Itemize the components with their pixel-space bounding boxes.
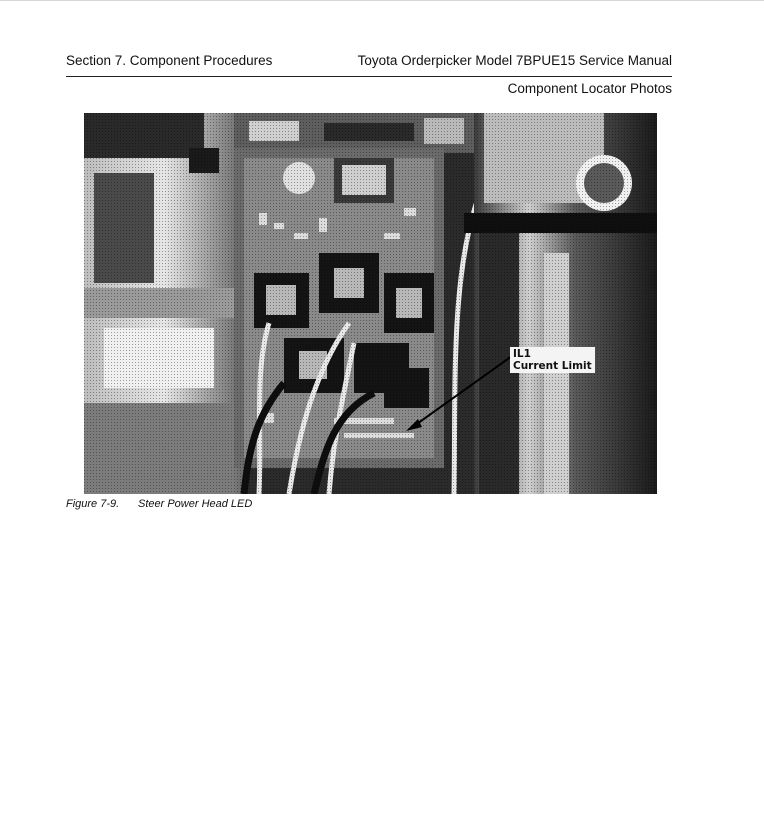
section-title: Section 7. Component Procedures bbox=[66, 53, 273, 68]
callout-code: IL1 bbox=[513, 348, 531, 360]
component-photo bbox=[84, 113, 657, 494]
figure-title: Steer Power Head LED bbox=[138, 498, 253, 510]
top-border bbox=[0, 0, 764, 1]
page-subtitle: Component Locator Photos bbox=[507, 81, 672, 96]
figure-number: Figure 7-9. bbox=[66, 498, 120, 510]
callout-label bbox=[510, 347, 595, 373]
header-divider bbox=[66, 76, 672, 77]
manual-title: Toyota Orderpicker Model 7BPUE15 Service Manual bbox=[357, 53, 672, 68]
callout-text: Current Limit bbox=[513, 360, 592, 372]
figure-caption bbox=[66, 498, 252, 510]
